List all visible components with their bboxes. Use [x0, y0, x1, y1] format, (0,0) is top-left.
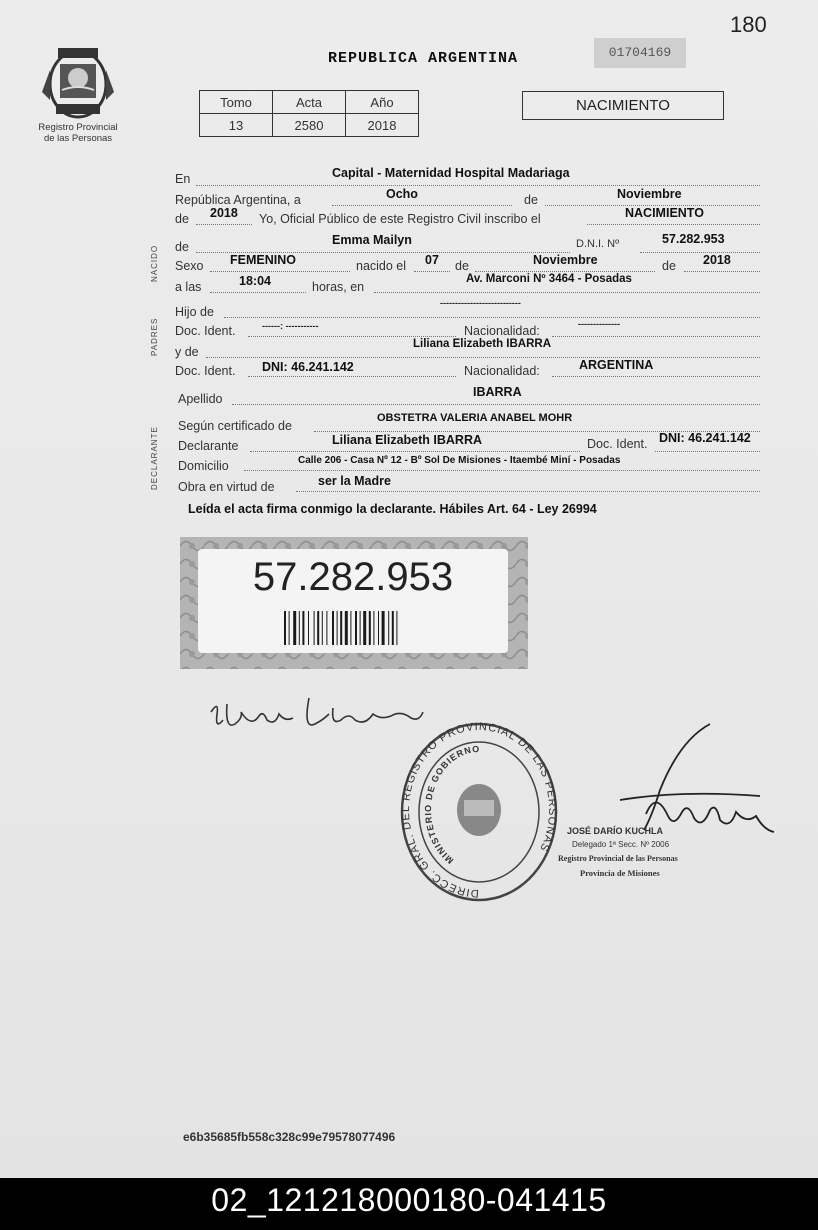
label-horas: horas, en [312, 280, 365, 294]
value-father-name: --------------------------- [440, 298, 521, 308]
dotted-line [552, 376, 760, 377]
dotted-line [684, 271, 760, 272]
officer-title: Delegado 1ª Secc. Nº 2006 [572, 840, 670, 849]
dotted-line [655, 451, 760, 452]
dotted-line [475, 271, 655, 272]
dotted-line [250, 451, 580, 452]
dotted-line [296, 491, 760, 492]
footer-document-id: 02_121218000180-041415 [0, 1178, 818, 1230]
barcode [282, 611, 472, 645]
label-obra: Obra en virtud de [178, 480, 275, 494]
label-declarante: Declarante [178, 439, 239, 453]
value-father-nationality: -------------- [578, 319, 620, 329]
registry-caption-line1: Registro Provincial [38, 122, 118, 133]
dotted-line [552, 336, 760, 337]
side-label-nacido: NACIDO [150, 244, 159, 282]
dotted-line [640, 252, 760, 253]
dotted-line [244, 470, 760, 471]
label-doc-ident: Doc. Ident. [175, 364, 236, 378]
record-table-header-row [200, 91, 419, 114]
value-certifier: OBSTETRA VALERIA ANABEL MOHR [377, 412, 573, 424]
dotted-line [232, 404, 760, 405]
label-hijo: Hijo de [175, 305, 214, 319]
label-nacionalidad: Nacionalidad: [464, 324, 540, 338]
label-alas: a las [175, 280, 202, 294]
label-oficial: Yo, Oficial Público de este Registro Civil inscribo el [259, 212, 541, 226]
dotted-line [374, 292, 760, 293]
value-dni: 57.282.953 [662, 232, 725, 246]
document-title: REPUBLICA ARGENTINA [328, 50, 519, 67]
value-obra: ser la Madre [318, 474, 391, 488]
dotted-line [196, 185, 760, 186]
dotted-line [332, 205, 512, 206]
registry-caption-line2: de las Personas [43, 133, 113, 144]
label-nacionalidad: Nacionalidad: [464, 364, 540, 378]
record-table-cell: 2580 [273, 114, 346, 137]
dni-stamp-number: 57.282.953 [252, 555, 454, 599]
officer-name: JOSÉ DARÍO KUCHLA [567, 826, 664, 836]
value-time: 18:04 [239, 274, 271, 288]
label-nacido: nacido el [356, 259, 407, 273]
value-birth-year: 2018 [703, 253, 731, 267]
value-father-doc: ------: ----------- [262, 321, 319, 331]
serial-number: 01704169 [594, 38, 686, 68]
officer-province: Provincia de Misiones [580, 868, 660, 878]
label-apellido: Apellido [178, 392, 223, 406]
value-address: Av. Marconi Nº 3464 - Posadas [466, 273, 632, 285]
record-table-header: Acta [273, 91, 346, 114]
document-hash: e6b35685fb558c328c99e79578077496 [183, 1130, 396, 1144]
registry-caption [26, 122, 130, 144]
label-de: de [175, 212, 189, 226]
label-de: de [175, 240, 189, 254]
record-type-box: NACIMIENTO [522, 91, 724, 120]
value-birth-day: 07 [425, 253, 439, 267]
label-sexo: Sexo [175, 259, 204, 273]
label-de: de [524, 193, 538, 207]
registry-seal-logo [40, 40, 116, 124]
label-certificado: Según certificado de [178, 419, 292, 433]
record-table-cell: 2018 [346, 114, 419, 137]
label-doc-ident: Doc. Ident. [175, 324, 236, 338]
record-table [199, 90, 419, 137]
value-inscription-type: NACIMIENTO [625, 206, 704, 220]
dni-stamp-panel [198, 549, 508, 653]
side-label-padres: PADRES [150, 317, 159, 356]
record-table-cell: 13 [200, 114, 273, 137]
dotted-line [196, 224, 252, 225]
dotted-line [224, 317, 760, 318]
label-republica: República Argentina, a [175, 193, 301, 207]
dotted-line [210, 292, 306, 293]
label-yde: y de [175, 345, 199, 359]
dotted-line [248, 336, 456, 337]
dni-stamp [180, 537, 528, 669]
value-declarant-doc: DNI: 46.241.142 [659, 431, 751, 445]
record-table-header: Año [346, 91, 419, 114]
value-mother-name: Liliana Elizabeth IBARRA [413, 338, 552, 350]
dotted-line [248, 376, 456, 377]
dotted-line [206, 357, 760, 358]
value-declarant: Liliana Elizabeth IBARRA [332, 433, 483, 447]
label-de: de [455, 259, 469, 273]
officer-signature [560, 720, 780, 860]
side-label-declarante: DECLARANTE [150, 426, 159, 490]
label-en: En [175, 172, 191, 186]
dotted-line [414, 271, 450, 272]
official-stamp [398, 718, 560, 906]
value-month: Noviembre [617, 187, 682, 201]
label-doc-ident: Doc. Ident. [587, 437, 648, 451]
record-table-header: Tomo [200, 91, 273, 114]
value-name: Emma Mailyn [332, 233, 412, 247]
value-mother-nationality: ARGENTINA [579, 358, 654, 372]
label-domicilio: Domicilio [178, 459, 229, 473]
page-number: 180 [730, 12, 767, 37]
value-year: 2018 [210, 206, 238, 220]
dotted-line [210, 271, 350, 272]
signature-statement: Leída el acta firma conmigo la declarante. Hábiles Art. 64 - Ley 26994 [188, 502, 597, 516]
value-domicile: Calle 206 - Casa Nº 12 - Bº Sol De Misiones - Itaembé Miní - Posadas [298, 455, 621, 466]
label-de: de [662, 259, 676, 273]
record-table-value-row [200, 114, 419, 137]
dotted-line [587, 224, 760, 225]
value-birth-month: Noviembre [533, 253, 598, 267]
label-dni: D.N.I. Nº [576, 238, 620, 250]
officer-registry: Registro Provincial de las Personas [558, 854, 678, 863]
value-sex: FEMENINO [230, 253, 296, 267]
value-place: Capital - Maternidad Hospital Madariaga [332, 166, 570, 180]
value-mother-doc: DNI: 46.241.142 [262, 360, 354, 374]
value-surname: IBARRA [473, 385, 522, 399]
value-day-words: Ocho [386, 187, 418, 201]
stamp-ring-text: DIRECC. GRAL. DEL REGISTRO PROVINCIAL DE LAS PERSONAS [399, 720, 559, 900]
stamp-inner-text: MINISTERIO DE GOBIERNO [422, 743, 481, 866]
